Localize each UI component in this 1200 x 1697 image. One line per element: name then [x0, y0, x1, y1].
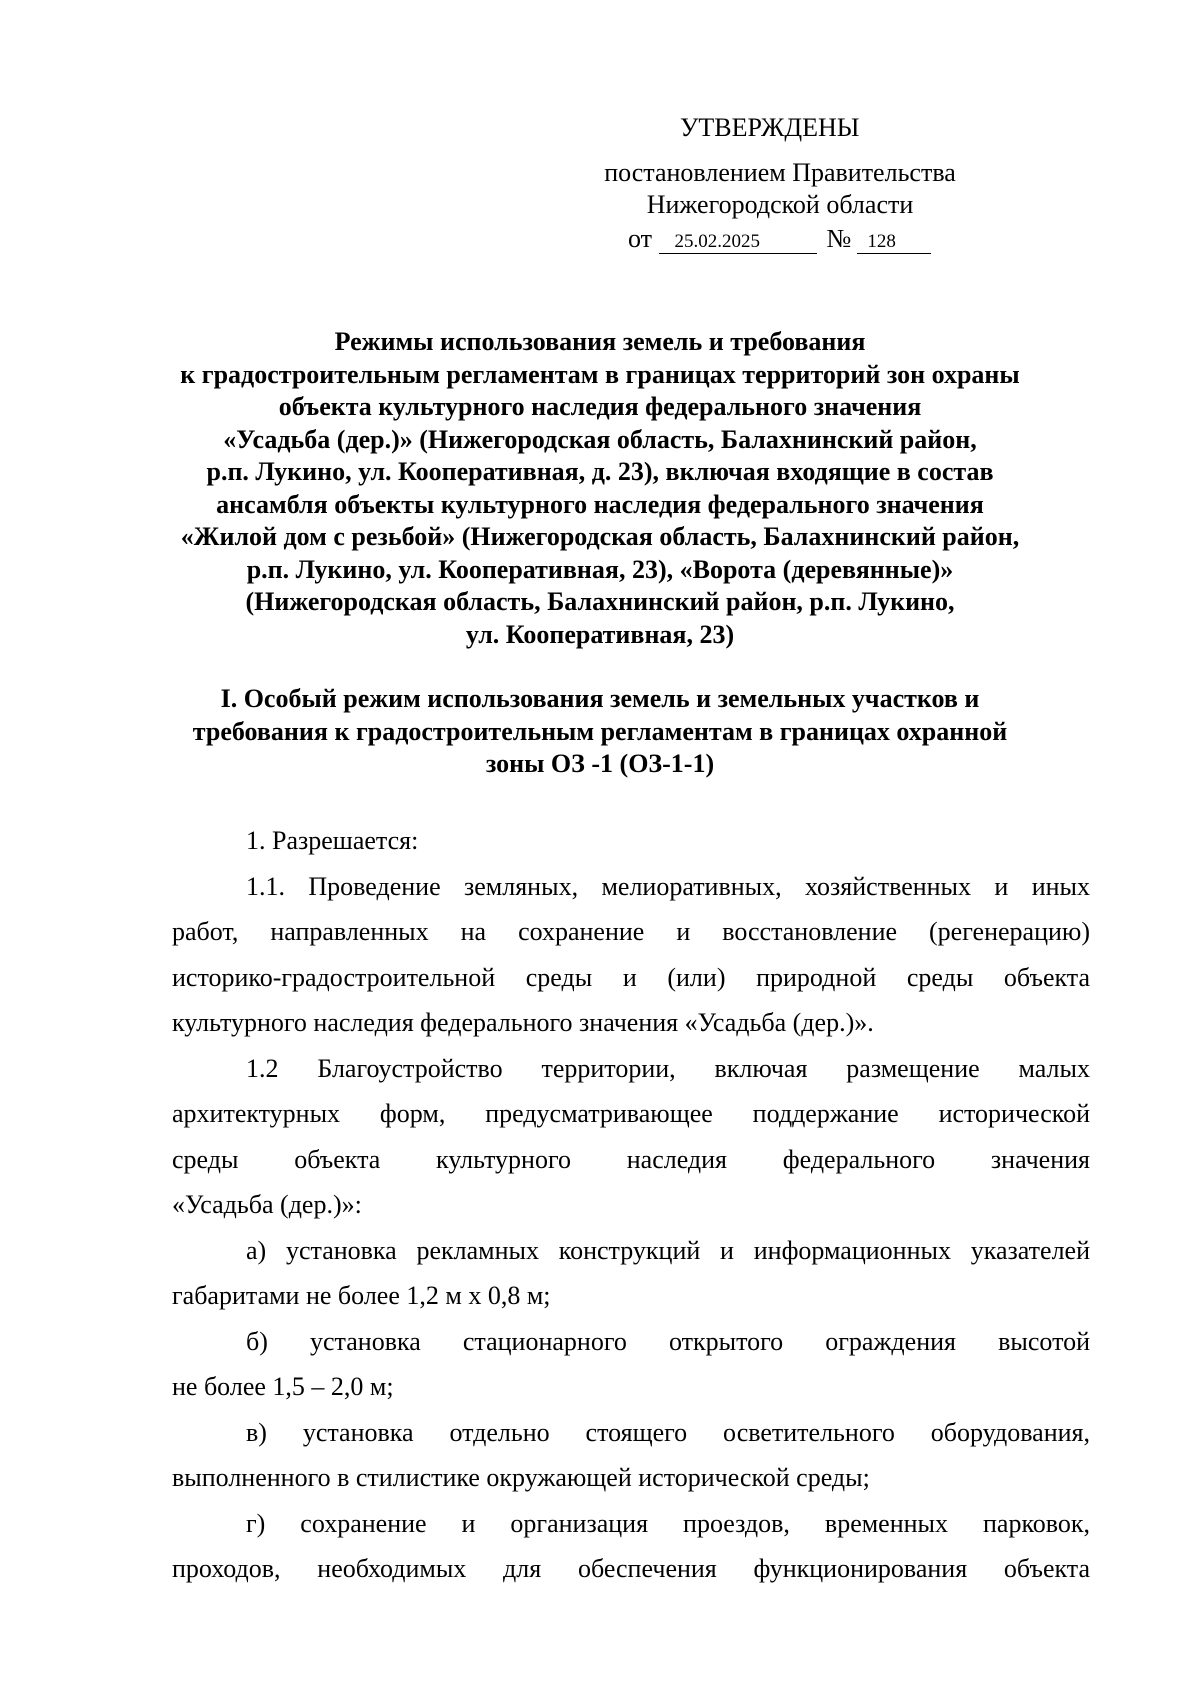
text-line: историко-градостроительной среды и (или) природной среды объекта — [172, 962, 1090, 992]
title-line: р.п. Лукино, ул. Кооперативная, 23), «Ворота (деревянные)» — [246, 554, 954, 584]
text-line: а) установка рекламных конструкций и информационных указателей — [246, 1235, 1090, 1265]
text-line: архитектурных форм, предусматривающее поддержание исторической — [172, 1099, 1090, 1128]
approval-line-1: постановлением Правительства — [604, 158, 956, 187]
section-heading-line: зоны ОЗ -1 (ОЗ-1-1) — [485, 749, 715, 778]
section-heading — [150, 683, 1050, 781]
approval-number: 128 — [857, 231, 931, 254]
title-line: ансамбля объекты культурного наследия федерального значения — [216, 489, 984, 519]
title-line: ул. Кооперативная, 23) — [465, 619, 735, 649]
approval-date-line — [560, 223, 1000, 255]
text-line: работ, направленных на сохранение и восстановление (регенерацию) — [172, 917, 1090, 946]
text-line: 1.1. Проведение земляных, мелиоративных, хозяйственных и иных — [246, 871, 1090, 901]
approval-block — [560, 112, 1000, 255]
title-line: к градостроительным регламентам в границах территорий зон охраны — [180, 359, 1020, 389]
approval-line-2: Нижегородской области — [646, 190, 914, 219]
approval-date: 25.02.2025 — [659, 231, 817, 254]
date-label: от — [628, 224, 653, 253]
section-heading-line: требования к градостроительным регламентам в границах охранной — [192, 716, 1008, 746]
item-g — [172, 1501, 1090, 1592]
item-v — [172, 1410, 1090, 1501]
text-line: «Усадьба (дер.)»: — [172, 1190, 362, 1219]
text-line: проходов, необходимых для обеспечения функционирования объекта — [172, 1554, 1090, 1583]
text-line: в) установка отдельно стоящего осветительного оборудования, — [246, 1417, 1090, 1447]
paragraph-1-1 — [172, 864, 1090, 1046]
text-line: габаритами не более 1,2 м х 0,8 м; — [172, 1281, 551, 1310]
paragraph-1-2 — [172, 1046, 1090, 1228]
title-line: р.п. Лукино, ул. Кооперативная, д. 23), включая входящие в состав — [206, 457, 994, 486]
text-line: 1.2 Благоустройство территории, включая размещение малых — [246, 1053, 1090, 1083]
text-line: не более 1,5 – 2,0 м; — [172, 1372, 394, 1401]
item-b — [172, 1319, 1090, 1410]
title-line: Режимы использования земель и требования — [334, 327, 866, 356]
number-label: № — [826, 224, 852, 253]
document-body — [172, 818, 1090, 1592]
paragraph-1: 1. Разрешается: — [246, 826, 419, 855]
item-a — [172, 1228, 1090, 1319]
title-line: (Нижегородская область, Балахнинский район, р.п. Лукино, — [245, 587, 955, 616]
document-title — [150, 326, 1050, 651]
title-line: «Жилой дом с резьбой» (Нижегородская область, Балахнинский район, — [180, 522, 1020, 551]
approval-title: УТВЕРЖДЕНЫ — [680, 113, 860, 142]
text-line: культурного наследия федерального значения «Усадьба (дер.)». — [172, 1008, 874, 1037]
section-heading-line: I. Особый режим использования земель и земельных участков и — [220, 684, 980, 713]
text-line: б) установка стационарного открытого ограждения высотой — [246, 1326, 1090, 1356]
title-line: «Усадьба (дер.)» (Нижегородская область, Балахнинский район, — [223, 424, 977, 454]
title-line: объекта культурного наследия федерального значения — [278, 392, 922, 421]
text-line: г) сохранение и организация проездов, временных парковок, — [246, 1508, 1090, 1538]
text-line: выполненного в стилистике окружающей исторической среды; — [172, 1463, 870, 1492]
text-line: среды объекта культурного наследия федерального значения — [172, 1144, 1090, 1174]
